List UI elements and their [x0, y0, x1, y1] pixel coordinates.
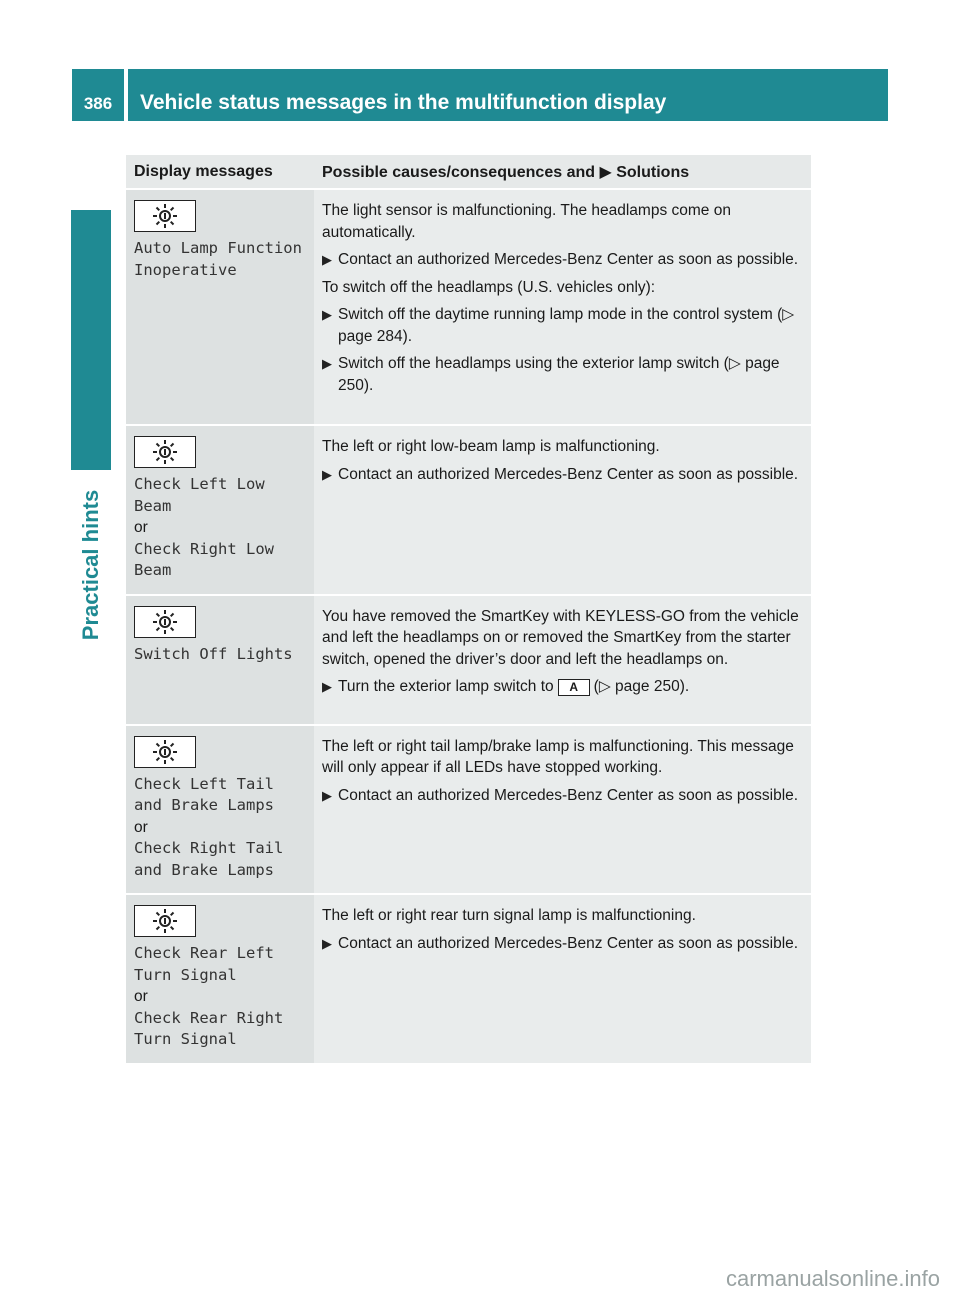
solution-step: ▶ Switch off the headlamps using the exterior lamp switch (▷ page 250).	[322, 355, 780, 394]
side-tab-label	[71, 470, 111, 660]
status-messages-table	[126, 155, 811, 1065]
cause-text: To switch off the headlamps (U.S. vehicles only):	[322, 278, 656, 296]
cause-text: You have removed the SmartKey with KEYLESS-GO from the vehicle and left the headlamps on or removed the SmartKey from the starter switch, opened the driver’s door and left the headlamps on.	[322, 607, 799, 668]
display-message: Check Rear Left Turn Signal or Check Rear Right Turn Signal	[134, 944, 284, 1048]
table-row	[126, 595, 811, 725]
play-arrow-icon: ▶	[322, 935, 332, 951]
solution-step: ▶ Contact an authorized Mercedes-Benz Center as soon as possible.	[322, 933, 803, 955]
cause-text: The left or right rear turn signal lamp is malfunctioning.	[322, 907, 696, 924]
play-arrow-icon: ▶	[322, 466, 332, 482]
cause-text: The left or right low-beam lamp is malfunctioning.	[322, 438, 660, 455]
table-row	[126, 189, 811, 425]
play-arrow-icon: ▶	[322, 252, 332, 267]
table-row	[126, 894, 811, 1064]
display-message: Switch Off Lights	[134, 644, 293, 663]
page-number: 386	[72, 69, 124, 121]
exterior-lamp-fault-icon	[134, 200, 196, 232]
page-title: Vehicle status messages in the multifunction display	[128, 69, 888, 121]
solution-step: ▶ Contact an authorized Mercedes-Benz Center as soon as possible.	[322, 464, 803, 486]
side-tab-block	[71, 210, 111, 472]
exterior-lamp-fault-icon	[134, 905, 196, 937]
page-header	[72, 69, 888, 121]
table-row	[126, 725, 811, 895]
play-arrow-icon: ▶	[322, 787, 332, 803]
play-arrow-icon: ▶	[322, 679, 332, 694]
cause-text: The light sensor is malfunctioning. The headlamps come on automatically.	[322, 202, 731, 241]
lamp-switch-auto-icon: A	[558, 679, 590, 696]
watermark[interactable]: carmanualsonline.info	[725, 1266, 940, 1291]
exterior-lamp-fault-icon	[134, 736, 196, 768]
exterior-lamp-fault-icon	[134, 436, 196, 468]
play-arrow-icon: ▶	[322, 356, 332, 371]
play-arrow-icon: ▶	[599, 163, 612, 181]
table-header-row	[126, 155, 811, 189]
display-message: Check Left Tail and Brake Lamps or Check Right Tail and Brake Lamps	[134, 774, 284, 879]
solution-step: ▶ Contact an authorized Mercedes-Benz Center as soon as possible.	[322, 785, 803, 807]
cause-text: The left or right tail lamp/brake lamp is malfunctioning. This message will only appear if all LEDs have stopped working.	[322, 737, 794, 776]
solution-step: ▶ Contact an authorized Mercedes-Benz Center as soon as possible.	[322, 249, 803, 271]
exterior-lamp-fault-icon	[134, 606, 196, 638]
play-arrow-icon: ▶	[322, 307, 332, 322]
table-row	[126, 425, 811, 595]
solution-step: ▶ Turn the exterior lamp switch to A (▷ page 250).	[322, 676, 803, 698]
display-message: Auto Lamp Function Inoperative	[134, 239, 302, 279]
side-tab-text: Practical hints	[78, 489, 103, 641]
col-display-messages: Display messages	[126, 155, 314, 189]
col-causes-solutions: Possible causes/consequences and ▶ Solutions	[314, 155, 811, 189]
solution-step: ▶ Switch off the daytime running lamp mode in the control system (▷ page 284).	[322, 306, 795, 345]
display-message: Check Left Low Beam or Check Right Low Beam	[134, 475, 274, 579]
